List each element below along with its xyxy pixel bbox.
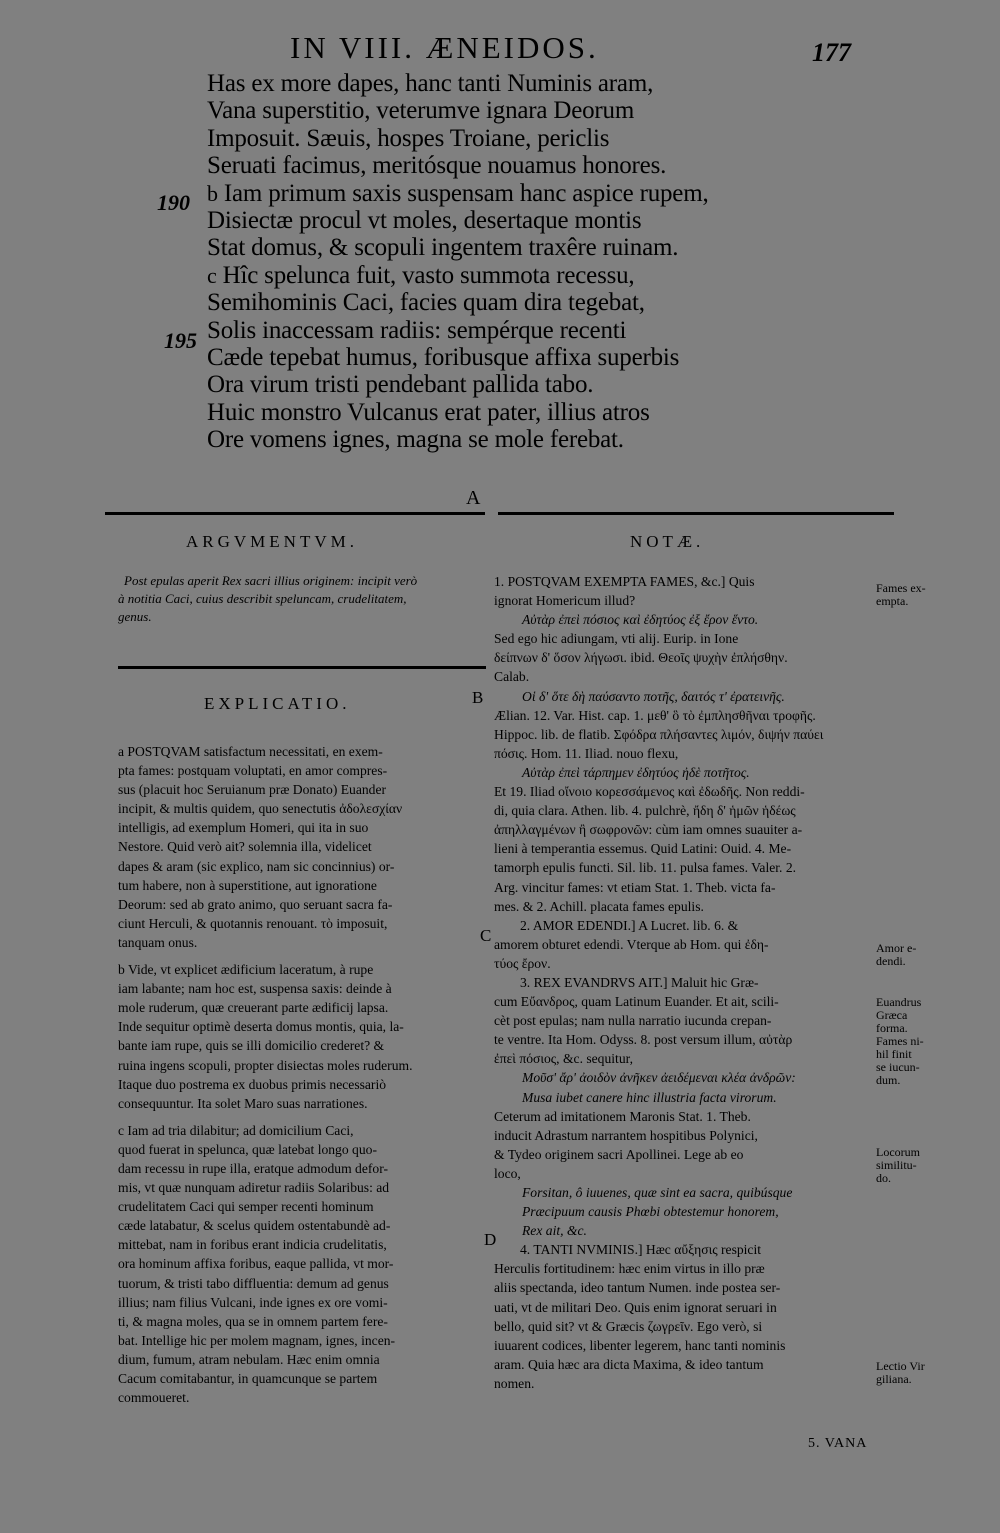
verse-line: Semihominis Caci, facies quam dira tegebat, [207, 289, 645, 317]
divider-rule-left [105, 512, 485, 515]
explicatio-line: ora hominum affixa foribus, eaque pallida, vt mor- [118, 1256, 394, 1272]
notae-line: uati, vt de militari Deo. Quis enim ignorat seruari in [494, 1299, 777, 1315]
notae-line: mes. & 2. Achill. placata fames epulis. [494, 898, 704, 914]
notae-line: Herculis fortitudinem: hæc enim virtus in illo præ [494, 1261, 765, 1277]
running-title: IN VIII. ÆNEIDOS. [290, 30, 599, 65]
notae-line: Musa iubet canere hinc illustria facta virorum. [522, 1089, 777, 1105]
verse-line: Cæde tepebat humus, foribusque affixa superbis [207, 343, 680, 371]
explicatio-line: Nestore. Quid verò ait? solemnia illa, videlicet [118, 839, 372, 855]
explicatio-line: Cacum comitabantur, in quamcunque se partem [118, 1371, 378, 1386]
notae-line: 4. TANTI NVMINIS.] Hæc αὔξησις respicit [520, 1242, 762, 1258]
explicatio-line: crudelitatem Caci qui semper recenti hominum [118, 1199, 374, 1215]
verse-number: 195 [164, 328, 197, 353]
marginal-note: Fames ex- empta. [876, 581, 926, 608]
verse-line: Huic monstro Vulcanus erat pater, illius atros [207, 398, 650, 426]
notae-line: cèt post epulas; nam nulla narratio iucunda crepan- [494, 1013, 772, 1029]
notae-line: Rex ait, &c. [522, 1223, 587, 1239]
notae-line: ἐπεὶ πόσιος, &c. sequitur, [494, 1051, 634, 1067]
verse-line: Has ex more dapes, hanc tanti Numinis aram, [207, 70, 654, 97]
marginal-note: Lectio Vir giliana. [876, 1359, 925, 1386]
verse-line: b Iam primum saxis suspensam hanc aspice rupem, [207, 179, 709, 207]
notae-title: NOTÆ. [630, 532, 705, 551]
explicatio-line: Deorum: sed ab grato animo, quo seruant sacra fa- [118, 896, 393, 912]
explicatio-line: mole ruderum, quæ creuerant parte ædificij lapsa. [118, 1000, 389, 1016]
explicatio-line: intelligis, ad exemplum Homeri, qui ita in suo [118, 820, 369, 836]
notae-line: amorem obturet edendi. Vterque ab Hom. qui ἐδη- [494, 936, 769, 952]
argumentum-line: à notitia Caci, cuius describit speluncam, crudelitatem, [118, 591, 407, 606]
marginal-note: Locorum similitu- do. [876, 1145, 920, 1185]
verse-line: Solis inaccessam radiis: sempérque recenti [207, 316, 627, 344]
page-number: 177 [812, 38, 851, 67]
notae-line: 2. AMOR EDENDI.] A Lucret. lib. 6. & [520, 917, 739, 933]
notae-line: Sed ego hic adiungam, vti alij. Eurip. in Ione [494, 631, 739, 647]
notae-line: Ceterum ad imitationem Maronis Stat. 1. Theb. [494, 1108, 751, 1124]
marginal-note: Euandrus Græca forma. Fames ni- hil finit se iucun- dum. [876, 995, 924, 1087]
notae-line: Αὐτὰρ ἐπεὶ τάρπημεν ἐδητύος ἠδὲ ποτῆτος. [522, 764, 750, 780]
notae-line: Et 19. Iliad οἴνοιο κορεσσάμενος καὶ ἐδωδῆς. Non reddi- [494, 784, 805, 800]
divider-rule-explicatio [118, 666, 486, 669]
catchword: 5. VANA [808, 1436, 868, 1451]
explicatio-line: illius; nam filius Vulcani, inde ignes ex ore vomi- [118, 1294, 388, 1310]
explicatio-line: iam labante; nam hoc est, suspensa saxis: deinde à [118, 981, 392, 997]
notae-line: Arg. vincitur fames: vt etiam Stat. 1. Theb. victa fa- [494, 879, 776, 895]
explicatio-line: tanquam onus. [118, 934, 198, 950]
explicatio-line: a POSTQVAM satisfactum necessitati, en exem- [118, 744, 383, 759]
notae-line: lieni à temperantia essemus. Quid Latini: Ouid. 4. Me- [494, 841, 792, 857]
notae-line: ignorat Homericum illud? [494, 593, 636, 609]
gloss-letter: b [207, 180, 218, 206]
notae-line: iuuarent codices, libenter legerem, hanc tanti nominis [494, 1337, 786, 1353]
notae-line: δείπνων δ' ὅσον λήγωσι. ibid. Θεοῖς ψυχὴν ἐπλήσθην. [494, 650, 788, 666]
notae-line: loco, [494, 1165, 521, 1181]
notae-line: bello, quid sit? vt & Græcis ζωγρεῖν. Ego verò, si [494, 1318, 763, 1334]
explicatio-line: quod fuerat in spelunca, quæ latebat longo quo- [118, 1141, 377, 1157]
explicatio-line: consequuntur. Ita solet Maro suas narrationes. [118, 1095, 368, 1111]
notae-line: nomen. [494, 1375, 535, 1391]
verse-number: 190 [157, 190, 190, 215]
explicatio-line: cæde latabatur, & scelus quidem ostentabundè ad- [118, 1218, 391, 1234]
explicatio-line: ti, & magna moles, qua se in omnem partem fere- [118, 1313, 388, 1329]
explicatio-line: ciunt Herculi, & quotannis renouant. τὸ imposuit, [118, 915, 388, 931]
explicatio-line: bante iam rupe, quis se illi domicilio crederet? & [118, 1038, 385, 1054]
explicatio-line: pta fames: postquam voluptati, en amor compres- [118, 763, 388, 779]
argumentum-text [118, 572, 488, 626]
section-marker-d: D [484, 1230, 497, 1249]
verse-line: Seruati facimus, meritósque nouamus honores. [207, 152, 667, 180]
section-marker-a: A [466, 487, 481, 509]
verse-line: Imposuit. Sæuis, hospes Troiane, periclis [207, 124, 610, 152]
notae-line: 1. POSTQVAM EXEMPTA FAMES, &c.] Quis [494, 574, 755, 589]
notae-line: Οἱ δ' ὅτε δὴ παύσαντο ποτῆς, δαιτός τ' ἐρατεινῆς. [522, 688, 785, 704]
notae-line: Μοῦσ' ἄρ' ἀοιδὸν ἀνῆκεν ἀειδέμεναι κλέα ἀνδρῶν: [522, 1070, 796, 1086]
explicatio-line: commoueret. [118, 1390, 190, 1406]
argumentum-title: ARGVMENTVM. [186, 532, 358, 551]
notae-line: inducit Adrastum narrantem hospitibus Polynici, [494, 1127, 758, 1143]
explicatio-line: b Vide, vt explicet ædificium laceratum, à rupe [118, 962, 374, 978]
explicatio-line: dapes & aram (sic explico, nam sic concinnius) or- [118, 858, 395, 874]
notae-line: & Tydeo originem sacri Apollinei. Lege ab eo [494, 1146, 744, 1162]
gloss-letter: c [207, 262, 217, 288]
notae-line: Forsitan, ô iuuenes, quæ sint ea sacra, quibúsque [522, 1185, 793, 1200]
explicatio-line: Inde sequitur optimè deserta domus montis, quia, la- [118, 1019, 404, 1035]
notae-line: ἀπηλλαγμένων ἢ σωφρονῶν: cùm iam omnes suauiter a- [494, 822, 803, 838]
explicatio-line: sus (placuit hoc Seruianum præ Donato) Euander [118, 782, 387, 798]
verse-line: Stat domus, & scopuli ingentem traxêre ruinam. [207, 234, 679, 262]
explicatio-line: mittebat, nam in foribus erant indicia crudelitatis, [118, 1237, 387, 1253]
verse-line: Ora virum tristi pendebant pallida tabo. [207, 371, 594, 399]
explicatio-line: Itaque duo postrema ex duobus primis necessariò [118, 1076, 387, 1092]
explicatio-line: dam recessu in rupe illa, eratque admodum defor- [118, 1160, 388, 1176]
notae-line: Calab. [494, 669, 530, 685]
divider-rule-right [498, 512, 894, 515]
explicatio-line: tum habere, non à superstitione, aut ignoratione [118, 877, 377, 893]
notae-line: aram. Quia hæc ara dicta Maxima, & ideo tantum [494, 1356, 764, 1372]
notae-line: aliis spectanda, ideo tantum Numen. inde postea ser- [494, 1280, 781, 1296]
notae-line: τύος ἔρον. [494, 955, 551, 971]
notae-line: cum Εὔανδρος, quam Latinum Euander. Et ait, scili- [494, 994, 779, 1010]
explicatio-line: c Iam ad tria dilabitur; ad domicilium Caci, [118, 1122, 354, 1138]
notae-line: πόσις. Hom. 11. Iliad. nouo flexu, [494, 745, 679, 761]
marginal-note: Amor e- dendi. [876, 941, 917, 968]
verse-line: Ore vomens ignes, magna se mole ferebat. [207, 426, 624, 454]
notae-line: Ælian. 12. Var. Hist. cap. 1. μεθ' ὃ τὸ ἐμπλησθῆναι τροφῆς. [494, 707, 816, 723]
poem-text [207, 70, 767, 453]
explicatio-line: mis, vt quæ nunquam adiretur radiis Solaribus: ad [118, 1180, 390, 1196]
notae-line: te ventre. Ita Hom. Odyss. 8. post versum illum, αὐτὰρ [494, 1032, 793, 1048]
explicatio-text [118, 742, 478, 1407]
argumentum-line: Post epulas aperit Rex sacri illius originem: incipit verò [124, 573, 418, 588]
explicatio-line: ruina ingens scopuli, propter disiectas moles ruderum. [118, 1057, 413, 1073]
explicatio-line: bat. Intellige hic per molem magnam, ignes, incen- [118, 1332, 396, 1348]
explicatio-line: incipit, & multis quidem, quo senectutis ἀδολεσχίαν [118, 801, 403, 817]
notae-line: Præcipuum causis Phœbi obtestemur honorem, [522, 1204, 779, 1220]
explicatio-line: dium, fumum, atram nebulam. Hæc enim omnia [118, 1351, 380, 1367]
argumentum-line: genus. [118, 609, 152, 624]
explicatio-title: EXPLICATIO. [204, 694, 351, 713]
notae-text [494, 572, 872, 1393]
notae-line: 3. REX EVANDRVS AIT.] Maluit hic Græ- [520, 974, 759, 990]
notae-line: di, quia clara. Athen. lib. 4. pulchrè, ἤδη δ' ἡμῶν ἡδέως [494, 803, 796, 819]
verse-line: Vana superstitio, veterumve ignara Deorum [207, 97, 635, 125]
section-marker-b: B [472, 688, 484, 707]
section-marker-c: C [480, 926, 492, 945]
verse-line: c Hîc spelunca fuit, vasto summota recessu, [207, 261, 635, 289]
verse-line: Disiectæ procul vt moles, desertaque montis [207, 206, 642, 234]
notae-line: Αὐτὰρ ἐπεὶ πόσιος καὶ ἐδητύος ἐξ ἔρον ἕντο. [522, 612, 759, 628]
notae-line: tamorph epulis functi. Sil. lib. 11. pulsa fames. Valer. 2. [494, 860, 797, 876]
notae-line: Hippoc. lib. de flatib. Σφόδρα πλήσαντες λιμόν, διψήν παύει [494, 726, 824, 742]
explicatio-line: tuorum, & tristi tabo diffluentia: demum ad genus [118, 1275, 389, 1291]
